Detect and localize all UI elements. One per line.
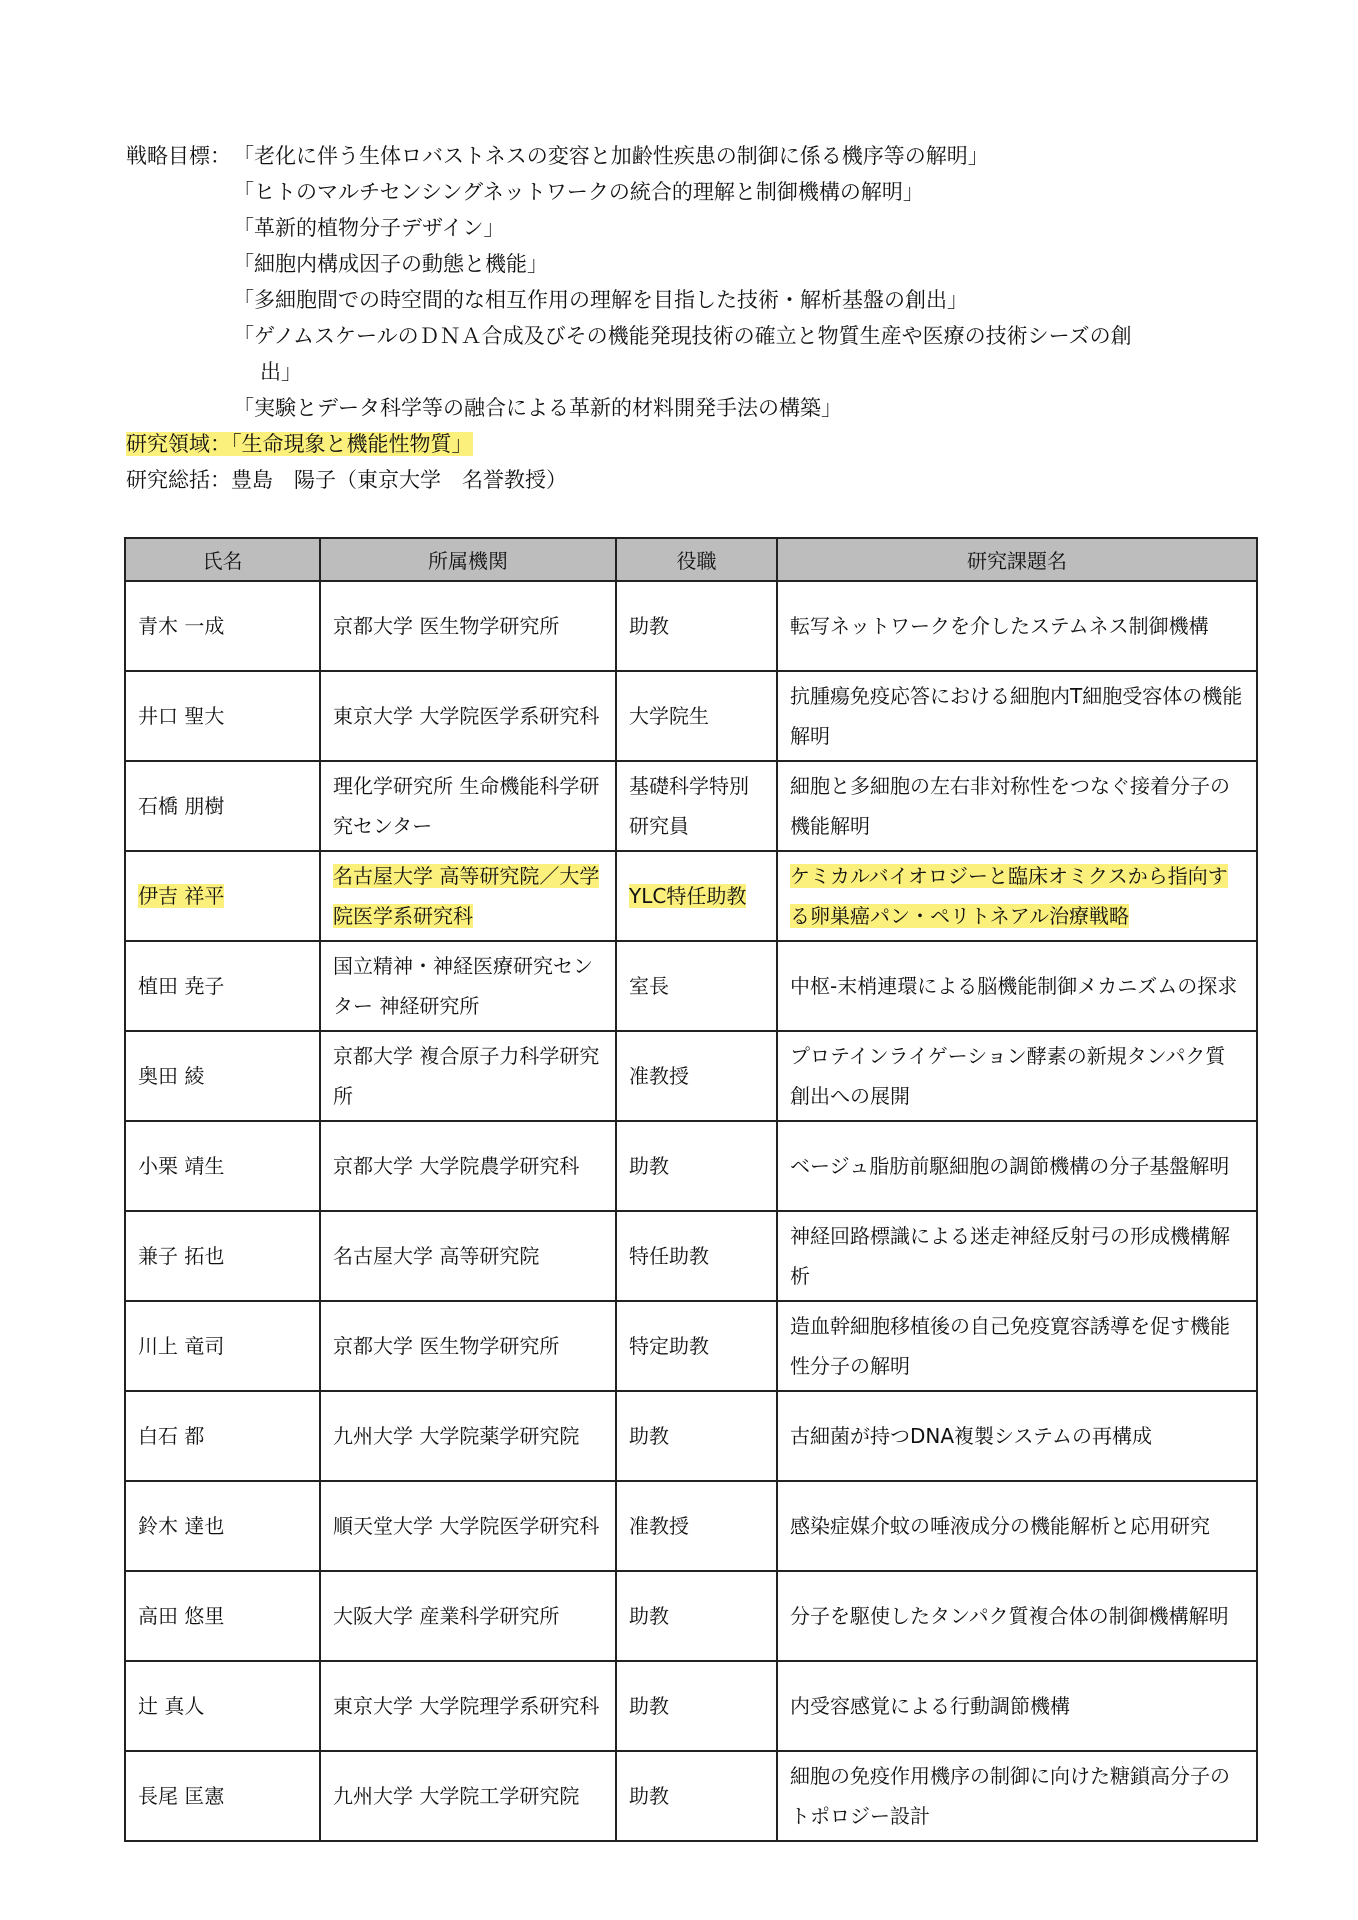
member-name: 石橋 朋樹 (138, 794, 225, 818)
strategy-goal: 「多細胞間での時空間的な相互作用の理解を目指した技術・解析基盤の創出」 (233, 288, 968, 312)
research-area: 研究領域：「生命現象と機能性物質」 (126, 432, 473, 456)
table-row (125, 1391, 1257, 1481)
member-organization-cell (320, 1031, 616, 1121)
research-topic: 造血幹細胞移植後の自己免疫寛容誘導を促す機能性分子の解明 (790, 1314, 1230, 1378)
research-topic: 中枢-末梢連環による脳機能制御メカニズムの探求 (790, 974, 1238, 998)
member-position: 助教 (629, 1694, 669, 1718)
member-organization-cell (320, 1301, 616, 1391)
strategy-goal: 「細胞内構成因子の動態と機能」 (233, 252, 548, 276)
member-position: 准教授 (629, 1064, 689, 1088)
research-topic-cell (777, 1211, 1257, 1301)
research-topic: ケミカルバイオロジーと臨床オミクスから指向する卵巣癌パン・ペリトネアル治療戦略 (790, 864, 1228, 928)
member-organization-cell (320, 1121, 616, 1211)
member-organization: 東京大学 大学院理学系研究科 (333, 1694, 600, 1718)
member-organization-cell (320, 1391, 616, 1481)
member-position-cell (616, 1751, 777, 1841)
research-topic-cell (777, 761, 1257, 851)
member-name-cell (125, 671, 320, 761)
research-topic-cell (777, 1031, 1257, 1121)
member-organization-cell (320, 851, 616, 941)
column-header-topic: 研究課題名 (777, 538, 1257, 581)
member-name-cell (125, 941, 320, 1031)
member-name-cell (125, 1481, 320, 1571)
table-row (125, 1751, 1257, 1841)
member-organization: 東京大学 大学院医学系研究科 (333, 704, 600, 728)
member-organization-cell (320, 761, 616, 851)
research-topic-cell (777, 671, 1257, 761)
member-position: YLC特任助教 (629, 884, 747, 908)
member-position: 助教 (629, 1604, 669, 1628)
member-position-cell (616, 851, 777, 941)
research-topic: 細胞と多細胞の左右非対称性をつなぐ接着分子の機能解明 (790, 774, 1230, 838)
member-position: 大学院生 (629, 704, 709, 728)
member-name: 植田 尭子 (138, 974, 225, 998)
member-organization-cell (320, 941, 616, 1031)
member-name: 兼子 拓也 (138, 1244, 225, 1268)
member-organization: 京都大学 大学院農学研究科 (333, 1154, 580, 1178)
member-organization: 大阪大学 産業科学研究所 (333, 1604, 560, 1628)
member-organization: 京都大学 複合原子力科学研究所 (333, 1044, 600, 1108)
member-name-cell (125, 1391, 320, 1481)
research-topic-cell (777, 1481, 1257, 1571)
member-position: 助教 (629, 614, 669, 638)
strategy-goal-line (126, 246, 1246, 282)
member-position: 基礎科学特別研究員 (629, 774, 749, 838)
members-table (124, 537, 1258, 1842)
member-position: 助教 (629, 1424, 669, 1448)
member-name-cell (125, 851, 320, 941)
member-organization-cell (320, 1751, 616, 1841)
table-row (125, 761, 1257, 851)
member-organization: 順天堂大学 大学院医学研究科 (333, 1514, 600, 1538)
table-body (125, 581, 1257, 1841)
strategy-goal-continuation: 出」 (260, 360, 302, 384)
research-topic-cell (777, 1391, 1257, 1481)
table-row (125, 1571, 1257, 1661)
research-topic: 転写ネットワークを介したステムネス制御機構 (790, 614, 1209, 638)
research-topic-cell (777, 941, 1257, 1031)
research-topic: 神経回路標識による迷走神経反射弓の形成機構解析 (790, 1224, 1230, 1288)
member-name: 伊吉 祥平 (138, 884, 225, 908)
member-organization: 名古屋大学 高等研究院 (333, 1244, 540, 1268)
table-row (125, 1661, 1257, 1751)
strategy-goal: 「革新的植物分子デザイン」 (233, 216, 505, 240)
member-name-cell (125, 1661, 320, 1751)
member-position-cell (616, 581, 777, 671)
member-name-cell (125, 1031, 320, 1121)
member-position: 特定助教 (629, 1334, 709, 1358)
member-position-cell (616, 1571, 777, 1661)
member-organization: 国立精神・神経医療研究センター 神経研究所 (333, 954, 593, 1018)
member-name-cell (125, 761, 320, 851)
member-position-cell (616, 1121, 777, 1211)
member-name-cell (125, 1571, 320, 1661)
research-topic: ベージュ脂肪前駆細胞の調節機構の分子基盤解明 (790, 1154, 1230, 1178)
member-name-cell (125, 1751, 320, 1841)
member-name: 辻 真人 (138, 1694, 205, 1718)
member-position-cell (616, 1031, 777, 1121)
strategy-goal-line (126, 282, 1246, 318)
strategy-goal-line (126, 318, 1246, 354)
strategy-goal-line (126, 138, 1246, 174)
research-topic-cell (777, 1751, 1257, 1841)
member-position-cell (616, 1391, 777, 1481)
research-topic: 感染症媒介蚊の唾液成分の機能解析と応用研究 (790, 1514, 1210, 1538)
research-topic: 内受容感覚による行動調節機構 (790, 1694, 1070, 1718)
research-area-line (126, 426, 1246, 462)
column-header-name: 氏名 (125, 538, 320, 581)
member-position: 助教 (629, 1784, 669, 1808)
member-position-cell (616, 1211, 777, 1301)
member-name: 川上 竜司 (138, 1334, 225, 1358)
member-name: 高田 悠里 (138, 1604, 225, 1628)
column-header-organization: 所属機関 (320, 538, 616, 581)
table-row (125, 851, 1257, 941)
research-topic-cell (777, 1571, 1257, 1661)
header-block (126, 138, 1246, 498)
member-position: 助教 (629, 1154, 669, 1178)
column-header-position: 役職 (616, 538, 777, 581)
member-organization-cell (320, 1571, 616, 1661)
member-position: 特任助教 (629, 1244, 709, 1268)
member-organization-cell (320, 581, 616, 671)
strategy-goal-line (126, 210, 1246, 246)
member-organization: 理化学研究所 生命機能科学研究センター (333, 774, 600, 838)
member-position: 准教授 (629, 1514, 689, 1538)
member-name: 井口 聖大 (138, 704, 225, 728)
table-row (125, 1211, 1257, 1301)
strategy-goal-line (126, 174, 1246, 210)
member-name: 小栗 靖生 (138, 1154, 225, 1178)
member-name-cell (125, 1211, 320, 1301)
member-position-cell (616, 1481, 777, 1571)
strategy-goal: 「実験とデータ科学等の融合による革新的材料開発手法の構築」 (233, 396, 842, 420)
table-row (125, 1301, 1257, 1391)
supervisor: 研究総括：豊島 陽子（東京大学 名誉教授） (126, 468, 567, 492)
member-name: 長尾 匡憲 (138, 1784, 225, 1808)
research-topic: 細胞の免疫作用機序の制御に向けた糖鎖高分子のトポロジー設計 (790, 1764, 1230, 1828)
strategy-goal-line (126, 390, 1246, 426)
member-position-cell (616, 671, 777, 761)
member-position-cell (616, 1301, 777, 1391)
member-name: 奥田 綾 (138, 1064, 205, 1088)
research-topic: 古細菌が持つDNA複製システムの再構成 (790, 1424, 1153, 1448)
research-topic-cell (777, 851, 1257, 941)
member-name: 鈴木 達也 (138, 1514, 225, 1538)
member-organization: 九州大学 大学院工学研究院 (333, 1784, 580, 1808)
table-row (125, 941, 1257, 1031)
member-organization: 京都大学 医生物学研究所 (333, 614, 560, 638)
table-row (125, 1481, 1257, 1571)
research-topic-cell (777, 581, 1257, 671)
member-organization-cell (320, 1211, 616, 1301)
member-name: 白石 都 (138, 1424, 205, 1448)
member-position-cell (616, 761, 777, 851)
research-topic-cell (777, 1661, 1257, 1751)
member-name: 青木 一成 (138, 614, 225, 638)
member-organization-cell (320, 671, 616, 761)
member-organization-cell (320, 1481, 616, 1571)
member-organization-cell (320, 1661, 616, 1751)
table-row (125, 581, 1257, 671)
member-organization: 名古屋大学 高等研究院／大学院医学系研究科 (333, 864, 600, 928)
table-row (125, 1121, 1257, 1211)
strategy-goal: 「ヒトのマルチセンシングネットワークの統合的理解と制御機構の解明」 (233, 180, 924, 204)
strategy-goal: 「ゲノムスケールのＤＮＡ合成及びその機能発現技術の確立と物質生産や医療の技術シーズの創 (233, 324, 1132, 348)
table-header-row (125, 538, 1257, 581)
table-row (125, 1031, 1257, 1121)
strategy-label: 戦略目標： (126, 144, 231, 168)
member-organization: 京都大学 医生物学研究所 (333, 1334, 560, 1358)
member-organization: 九州大学 大学院薬学研究院 (333, 1424, 580, 1448)
member-position: 室長 (629, 974, 669, 998)
member-name-cell (125, 1121, 320, 1211)
table-row (125, 671, 1257, 761)
research-topic-cell (777, 1121, 1257, 1211)
research-topic: 分子を駆使したタンパク質複合体の制御機構解明 (790, 1604, 1229, 1628)
member-position-cell (616, 941, 777, 1031)
research-topic: プロテインライゲーション酵素の新規タンパク質創出への展開 (790, 1044, 1226, 1108)
member-position-cell (616, 1661, 777, 1751)
strategy-goal: 「老化に伴う生体ロバストネスの変容と加齢性疾患の制御に係る機序等の解明」 (233, 144, 989, 168)
member-name-cell (125, 1301, 320, 1391)
research-topic: 抗腫瘍免疫応答における細胞内T細胞受容体の機能解明 (790, 684, 1243, 748)
research-topic-cell (777, 1301, 1257, 1391)
member-name-cell (125, 581, 320, 671)
